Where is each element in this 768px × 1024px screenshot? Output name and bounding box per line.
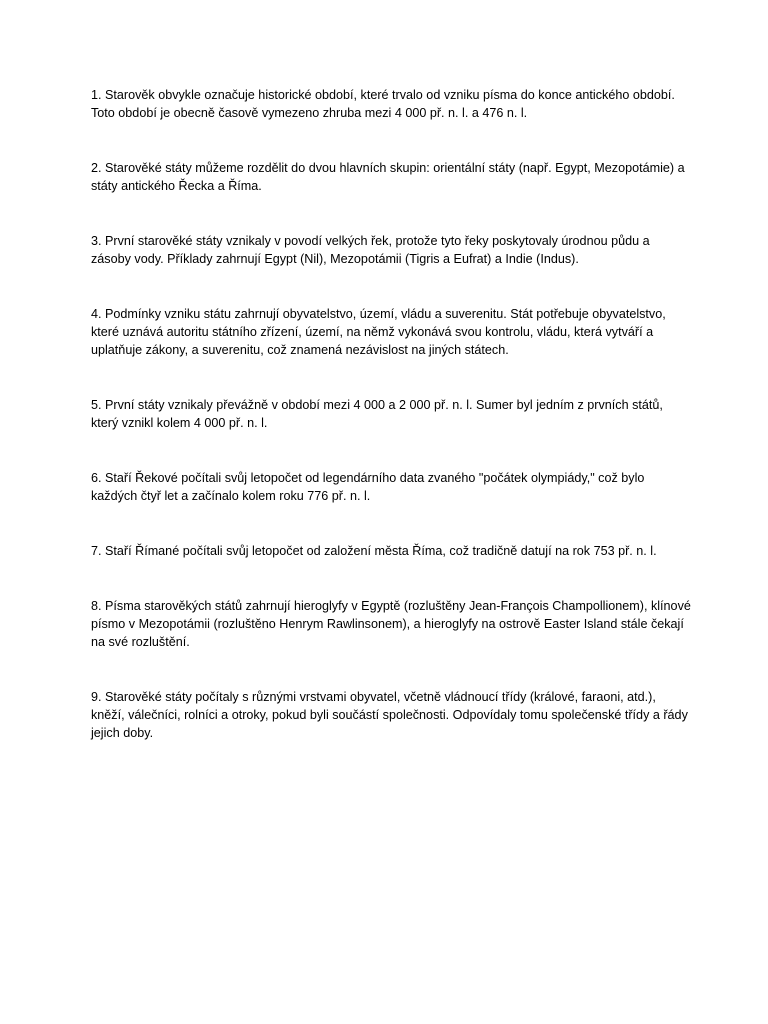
paragraph-7: 7. Staří Římané počítali svůj letopočet od založení města Říma, což tradičně datují na rok 753 př. n. l. [91,544,657,558]
paragraph-1: 1. Starověk obvykle označuje historické období, které trvalo od vzniku písma do konce antického období. Toto období je obecně časově vymezeno zhruba mezi 4 000 př. n. l. a 476 n. l. [91,88,675,120]
paragraph-3: 3. První starověké státy vznikaly v povodí velkých řek, protože tyto řeky poskytovaly úrodnou půdu a zásoby vody. Příklady zahrnují Egypt (Nil), Mezopotámii (Tigris a Eufrat) a Indie (Indus). [91,234,650,266]
paragraph-6: 6. Staří Řekové počítali svůj letopočet od legendárního data zvaného "počátek olympiády," což bylo každých čtyř let a začínalo kolem roku 776 př. n. l. [91,471,645,503]
paragraph-4: 4. Podmínky vzniku státu zahrnují obyvatelstvo, území, vládu a suverenitu. Stát potřebuje obyvatelstvo, které uznává autoritu státního zřízení, území, na němž vykonává svou kontrolu, vládu, která vytváří a uplatňuje zákony, a suverenitu, což znamená nezávislost na jiných státech. [91,307,666,357]
paragraph-5: 5. První státy vznikaly převážně v období mezi 4 000 a 2 000 př. n. l. Sumer byl jedním z prvních států, který vznikl kolem 4 000 př. n. l. [91,398,663,430]
paragraph-2: 2. Starověké státy můžeme rozdělit do dvou hlavních skupin: orientální státy (např. Egypt, Mezopotámie) a státy antického Řecka a Říma. [91,161,685,193]
paragraph-8: 8. Písma starověkých států zahrnují hieroglyfy v Egyptě (rozluštěny Jean-François Champollionem), klínové písmo v Mezopotámii (rozluštěno Henrym Rawlinsonem), a hieroglyfy na ostrově Easter Island stále čekají na své rozluštění. [91,599,691,649]
document-page [91,86,691,779]
paragraph-9: 9. Starověké státy počítaly s různými vrstvami obyvatel, včetně vládnoucí třídy (králové, faraoni, atd.), kněží, válečníci, rolníci a otroky, pokud byli součástí společnosti. Odpovídaly tomu společenské třídy a řády jejich doby. [91,690,688,740]
